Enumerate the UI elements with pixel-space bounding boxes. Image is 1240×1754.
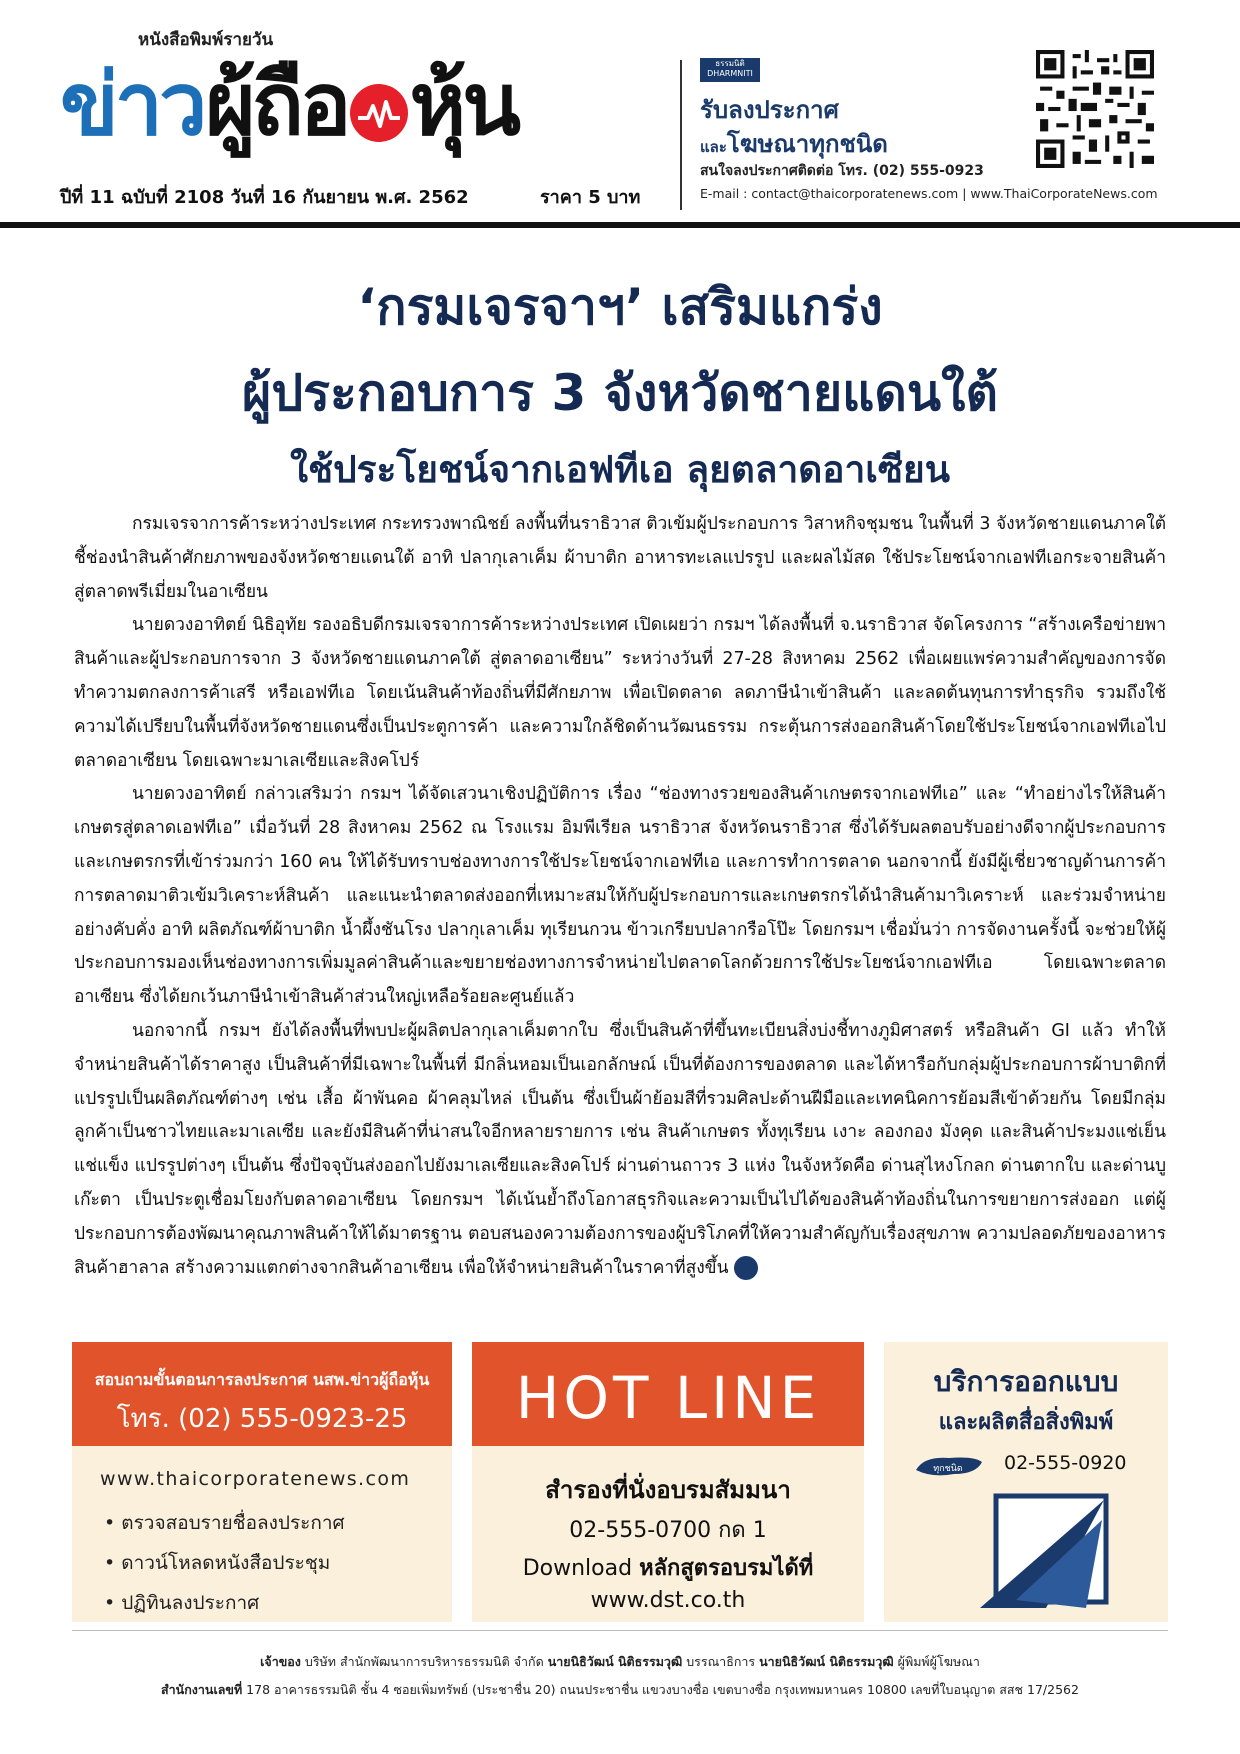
seminar-booking-label: สำรองที่นั่งอบรมสัมมนา (545, 1476, 791, 1504)
article-paragraph-4-text: นอกจากนี้ กรมฯ ยังได้ลงพื้นที่พบปะผู้ผลิตปลากุเลาเค็มตากใบ ซึ่งเป็นสินค้าที่ขึ้นทะเบียนสิ่งบ่งชี้ทางภูมิศาสตร์ หรือสินค้า GI แล้ว ทำให้จำหน่ายสินค้าได้ราคาสูง เป็นสินค้าที่มีเฉพาะในพื้นที่ มีกลิ่นหอมเป็นเอกลักษณ์ เป็นที่ต้องการของตลาด และได้หารือกับกลุ่มผู้ประกอบการผ้าบาติกที่แปรรูปเป็นผลิตภัณฑ์ต่างๆ เช่น เสื้อ ผ้าพันคอ ผ้าคลุมไหล่ เป็นต้น ซึ่งเป็นผ้าย้อมสีที่รวมศิลปะด้านฝีมือและเทคนิคการย้อมสีเข้าด้วยกัน โดยมีกลุ่มลูกค้าเป็นชาวไทยและมาเลเซีย และยังมีสินค้าที่น่าสนใจอีกหลายรายการ เช่น สินค้าเกษตร ทั้งทุเรียน เงาะ ลองกอง มังคุด และสินค้าประมงแช่เย็น แช่แข็ง แปรรูปต่างๆ เป็นต้น ซึ่งปัจจุบันส่งออกไปยังมาเลเซียและสิงคโปร์ ผ่านด่านถาวร 3 แห่ง ในจังหวัดคือ ด่านสุไหงโกลก ด่านตากใบ และด่านบูเก๊ะตา เป็นประตูเชื่อมโยงกับตลาดอาเซียน โดยกรมฯ ได้เน้นย้ำถึงโอกาสธุรกิจและความเป็นไปได้ของสินค้าท้องถิ่นในการขยายการส่งออก แต่ผู้ประกอบการต้องพัฒนาคุณภาพสินค้าให้ได้มาตรฐาน ตอบสนองความต้องการของผู้บริโภคที่ให้ความสำคัญกับเรื่องสุขภาพ ความปลอดภัยของอาหาร สินค้าฮาลาล สร้างความแตกต่างจากสินค้าอาเซียน เพื่อให้จำหน่ายสินค้าในราคาที่สูงขึ้น (74, 1020, 1166, 1278)
seminar-booking-phone[interactable]: 02-555-0700 กด 1 (569, 1518, 767, 1543)
article-paragraph-2: นายดวงอาทิตย์ นิธิอุทัย รองอธิบดีกรมเจรจาการค้าระหว่างประเทศ เปิดเผยว่า กรมฯ ได้ลงพื้นที่ จ.นราธิวาส จัดโครงการ “สร้างเครือข่ายพาสินค้าและผู้ประกอบการจาก 3 จังหวัดชายแดนภาคใต้ สู่ตลาดอาเซียน” ระหว่างวันที่ 27-28 สิงหาคม 2562 เพื่อเผยแพร่ความสำคัญของการจัดทำความตกลงการค้าเสรี หรือเอฟทีเอ โดยเน้นสินค้าท้องถิ่นที่มีศักยภาพ เพื่อเปิดตลาด ลดภาษีนำเข้าสินค้า และลดต้นทุนการทำธุรกิจ รวมถึงใช้ความได้เปรียบในพื้นที่จังหวัดชายแดนซึ่งเป็นประตูการค้า และความใกล้ชิดด้านวัฒนธรรม กระตุ้นการส่งออกสินค้าโดยใช้ประโยชน์จากเอฟทีเอไปตลาดอาเซียน โดยเฉพาะมาเลเซียและสิงคโปร์ (74, 615, 1166, 771)
footer-owner-line (0, 1652, 1240, 1672)
headline-line1: ‘กรมเจรจาฯ’ เสริมแกร่ง (357, 278, 883, 336)
list-item[interactable]: • ตรวจสอบรายชื่อลงประกาศ (104, 1512, 345, 1534)
download-label-plain: Download (522, 1556, 640, 1581)
page-fold-graphic-icon (976, 1490, 1112, 1616)
ad-subheading (700, 124, 888, 163)
announcement-website-link[interactable]: www.thaicorporatenews.com (100, 1468, 411, 1490)
ad-subheading-prefix: และ (700, 138, 727, 156)
ad-contact: สนใจลงประกาศติดต่อ โทร. (02) 555-0923 (700, 163, 984, 179)
masthead-rule (0, 222, 1240, 228)
headline-line2: ผู้ประกอบการ 3 จังหวัดชายแดนใต้ (242, 364, 998, 422)
masthead-divider (680, 60, 682, 210)
ad-subheading-text: โฆษณาทุกชนิด (726, 130, 888, 158)
footer-address-line (0, 1680, 1240, 1700)
stock-chart-icon (350, 84, 408, 142)
article-body (74, 508, 1166, 1285)
footer-address-text: 178 อาคารธรรมนิติ ชั้น 4 ซอยเพิ่มทรัพย์ (ประชาชื่น 20) ถนนประชาชื่น แขวงบางซื่อ เขตบางซื่อ กรุงเทพมหานคร 10800 เลขที่ใบอนุญาต สสช 17/2562 (242, 1682, 1079, 1697)
masthead (0, 0, 1240, 226)
issue-price: ราคา 5 บาท (540, 187, 641, 208)
announcement-info-box (72, 1342, 452, 1622)
logo-text-part2: ผู้ถือ (205, 55, 348, 155)
logo-text-part3: หุ้น (409, 55, 517, 155)
footer-editor-role: บรรณาธิการ (682, 1654, 760, 1669)
download-label-bold: หลักสูตรอบรมได้ที่ (639, 1556, 814, 1581)
footer-owner-text: บริษัท สำนักพัฒนาการบริหารธรรมนิติ จำกัด (300, 1654, 548, 1669)
announcement-box-phone[interactable]: โทร. (02) 555-0923-25 (116, 1404, 408, 1434)
design-service-phone[interactable]: 02-555-0920 (1004, 1452, 1127, 1474)
hotline-box (472, 1342, 864, 1622)
article-paragraph-1: กรมเจรจาการค้าระหว่างประเทศ กระทรวงพาณิชย์ ลงพื้นที่นราธิวาส ติวเข้มผู้ประกอบการ วิสาหกิจชุมชน ในพื้นที่ 3 จังหวัดชายแดนภาคใต้ ชี้ช่องนำสินค้าศักยภาพของจังหวัดชายแดนใต้ อาทิ ปลากุเลาเค็ม ผ้าบาติก อาหารทะเลแปรรูป และผลไม้สด ใช้ประโยชน์จากเอฟทีเอกระจายสินค้าสู่ตลาดพรีเมี่ยมในอาเซียน (74, 514, 1166, 602)
dharmniti-logo: ธรรมนิติ DHARMNITI (700, 58, 760, 82)
design-service-title: บริการออกแบบ (933, 1365, 1119, 1398)
list-item[interactable]: • ดาวน์โหลดหนังสือประชุม (104, 1552, 331, 1574)
announcement-box-header (72, 1342, 452, 1446)
article-paragraph-3: นายดวงอาทิตย์ กล่าวเสริมว่า กรมฯ ได้จัดเสวนาเชิงปฏิบัติการ เรื่อง “ช่องทางรวยของสินค้าเกษตรจากเอฟทีเอ” และ “ทำอย่างไรให้สินค้าเกษตรสู่ตลาดเอฟทีเอ” เมื่อวันที่ 28 สิงหาคม 2562 ณ โรงแรม อิมพีเรียล นราธิวาส จังหวัดนราธิวาส ซึ่งได้รับผลตอบรับอย่างดีจากผู้ประกอบการและเกษตรกรที่เข้าร่วมกว่า 160 คน ให้ได้รับทราบช่องทางการใช้ประโยชน์จากเอฟทีเอ และการทำการตลาด นอกจากนี้ ยังมีผู้เชี่ยวชาญด้านการค้าการตลาดมาติวเข้มวิเคราะห์สินค้า และแนะนำตลาดส่งออกที่เหมาะสมให้กับผู้ประกอบการและเกษตรกรได้นำสินค้ามาวิเคราะห์ และร่วมจำหน่ายอย่างคับคั่ง อาทิ ผลิตภัณฑ์ผ้าบาติก น้ำผึ้งชันโรง ปลากุเลาเค็ม ทุเรียนกวน ข้าวเกรียบปลากรือโป๊ะ โดยกรมฯ เชื่อมั่นว่า การจัดงานครั้งนี้ จะช่วยให้ผู้ประกอบการมองเห็นช่องทางการเพิ่มมูลค่าสินค้าและขยายช่องทางการจำหน่ายไปตลาดโลกด้วยการใช้ประโยชน์จากเอฟทีเอ โดยเฉพาะตลาดอาเซียน ซึ่งได้ยกเว้นภาษีนำเข้าสินค้าส่วนใหญ่เหลือร้อยละศูนย์แล้ว (74, 784, 1167, 1008)
announcement-box-caption: สอบถามขั้นตอนการลงประกาศ นสพ.ข่าวผู้ถือหุ้น (94, 1370, 430, 1389)
newspaper-logo (60, 40, 517, 160)
footer-owner-label: เจ้าของ (260, 1654, 301, 1669)
hotline-header (472, 1342, 864, 1446)
design-service-subtitle: และผลิตสื่อสิ่งพิมพ์ (938, 1410, 1114, 1435)
headline-subtitle: ใช้ประโยชน์จากเอฟทีเอ ลุยตลาดอาเซียน (289, 448, 951, 491)
footer-editor-name: นายนิธิวัฒน์ นิติธรรมวุฒิ (547, 1654, 683, 1669)
logo-text-part1: ข่าว (60, 55, 204, 155)
brush-stroke-text: ทุกชนิด (933, 1464, 963, 1474)
hotline-title: HOT LINE (515, 1364, 821, 1432)
ad-heading: รับลงประกาศ (700, 96, 839, 124)
design-print-service-box (884, 1342, 1168, 1622)
list-item[interactable]: • ปฏิทินลงประกาศ (104, 1592, 260, 1614)
masthead-tagline: หนังสือพิมพ์รายวัน (138, 30, 274, 50)
issue-info: ปีที่ 11 ฉบับที่ 2108 วันที่ 16 กันยายน พ.ศ. 2562 (60, 187, 469, 208)
footer-publisher-role: ผู้พิมพ์ผู้โฆษณา (893, 1654, 980, 1669)
ad-email-website[interactable]: E-mail : contact@thaicorporatenews.com | www.ThaiCorporateNews.com (700, 186, 1158, 201)
article-paragraph-4 (74, 1015, 1166, 1285)
qr-code-icon[interactable] (1028, 50, 1162, 168)
download-course-label (472, 1550, 864, 1585)
footer-rule (72, 1630, 1168, 1631)
dst-website-link[interactable]: www.dst.co.th (590, 1588, 746, 1613)
brush-stroke-icon (914, 1452, 984, 1480)
footer-address-label: สำนักงานเลขที่ (161, 1682, 243, 1697)
end-of-article-icon (734, 1256, 758, 1280)
footer-publisher-name: นายนิธิวัฒน์ นิติธรรมวุฒิ (759, 1654, 894, 1669)
